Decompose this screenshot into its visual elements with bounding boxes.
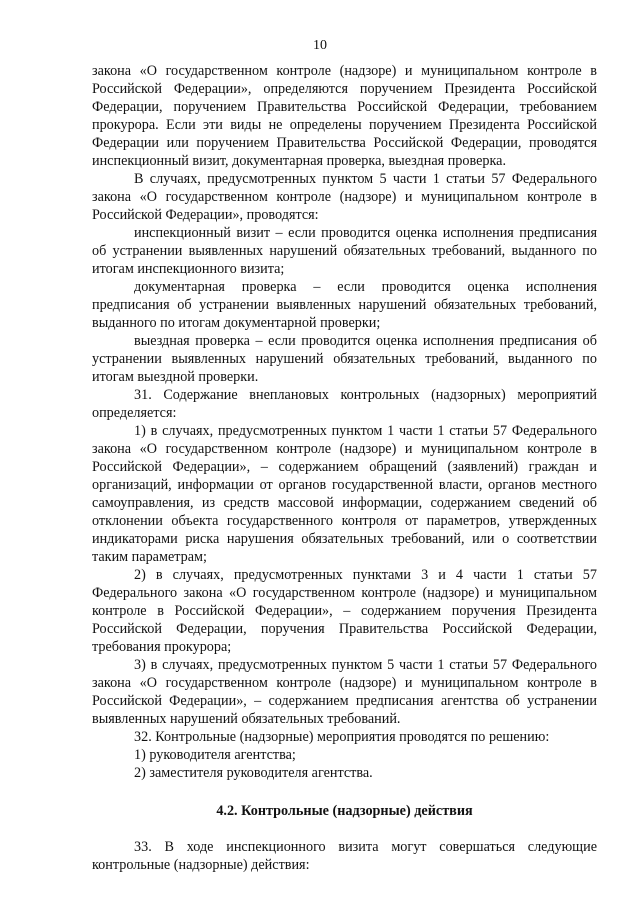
paragraph: 31. Содержание внеплановых контрольных (надзорных) мероприятий определяется:	[92, 387, 597, 421]
paragraph: 2) заместителя руководителя агентства.	[134, 765, 373, 781]
section-heading: 4.2. Контрольные (надзорные) действия	[216, 803, 473, 819]
paragraph: выездная проверка – если проводится оценка исполнения предписания об устранении выявленных нарушений обязательных требований, выданного по итогам выездной проверки.	[92, 333, 597, 385]
paragraph: В случаях, предусмотренных пунктом 5 части 1 статьи 57 Федерального закона «О государственном контроле (надзоре) и муниципальном контроле в Российской Федерации», проводятся:	[92, 171, 597, 223]
paragraph-group-a	[92, 62, 597, 782]
paragraph: документарная проверка – если проводится оценка исполнения предписания об устранении выявленных нарушений обязательных требований, выданного по итогам документарной проверки;	[92, 279, 597, 331]
paragraph: 1) в случаях, предусмотренных пунктом 1 части 1 статьи 57 Федерального закона «О государственном контроле (надзоре) и муниципальном контроле в Российской Федерации», – содержанием обращений (заявлений) граждан и организаций, информации от органов государственной власти, органов местного самоуправления, из средств массовой информации, содержанием сведений об отклонении объекта государственного контроля от параметров, утвержденных индикаторами риска нарушения обязательных требований, или о соответствии таким параметрам;	[92, 423, 597, 565]
paragraph: 33. В ходе инспекционного визита могут совершаться следующие контрольные (надзорные) действия:	[92, 839, 597, 873]
paragraph: инспекционный визит – если проводится оценка исполнения предписания об устранении выявленных нарушений обязательных требований, выданного по итогам инспекционного визита;	[92, 225, 597, 277]
paragraph: 1) руководителя агентства;	[134, 747, 296, 763]
paragraph: 3) в случаях, предусмотренных пунктом 5 части 1 статьи 57 Федерального закона «О государственном контроле (надзоре) и муниципальном контроле в Российской Федерации», – содержанием предписания агентства об устранении выявленных нарушений обязательных требований.	[92, 657, 597, 727]
paragraph: 32. Контрольные (надзорные) мероприятия проводятся по решению:	[134, 729, 550, 745]
page-number: 10	[313, 38, 327, 53]
page-content	[92, 62, 597, 874]
paragraph-group-b	[92, 838, 597, 874]
paragraph: закона «О государственном контроле (надзоре) и муниципальном контроле в Российской Федерации», определяются поручением Президента Российской Федерации, поручением Правительства Российской Федерации, требованием прокурора. Если эти виды не определены поручением Президента Российской Федерации или поручением Правительства Российской Федерации, проводятся инспекционный визит, документарная проверка, выездная проверка.	[92, 63, 597, 169]
paragraph: 2) в случаях, предусмотренных пунктами 3 и 4 части 1 статьи 57 Федерального закона «О государственном контроле (надзоре) и муниципальном контроле в Российской Федерации», – содержанием поручения Президента Российской Федерации, поручения Правительства Российской Федерации, требования прокурора;	[92, 567, 597, 655]
